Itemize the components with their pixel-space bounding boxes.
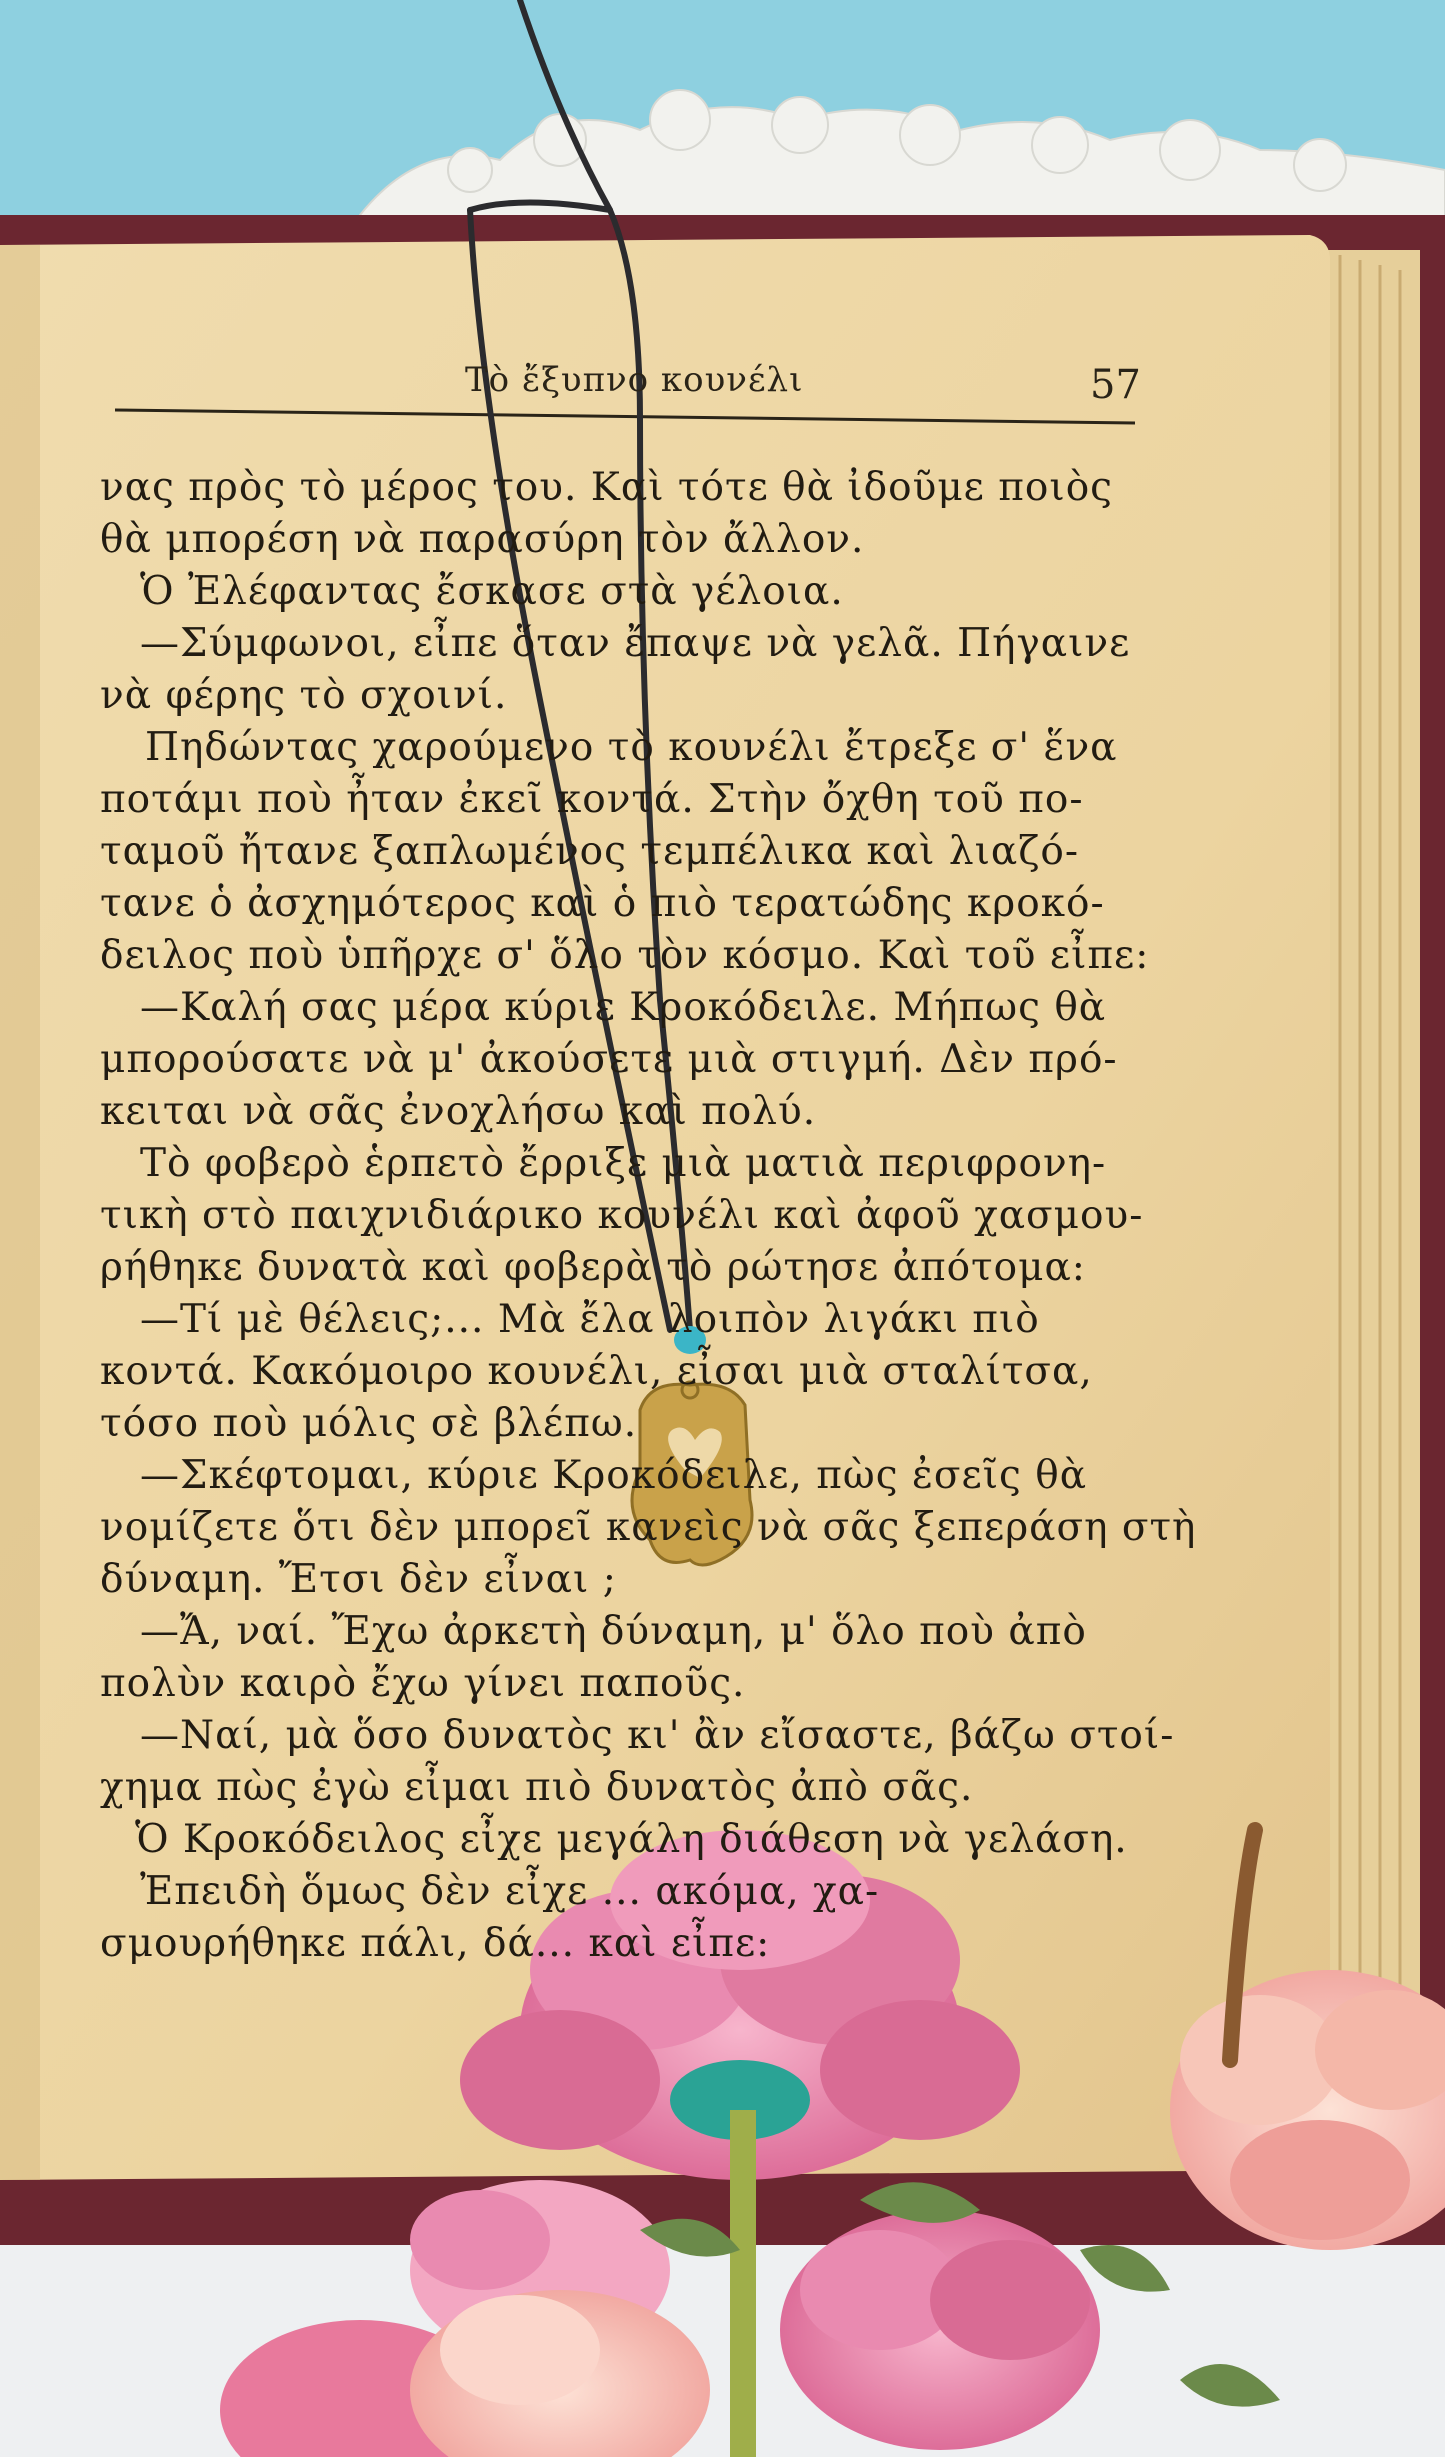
- text-line: δειλος ποὺ ὑπῆρχε σ' ὅλο τὸν κόσμο. Καὶ τοῦ εἶπε:: [100, 933, 1150, 978]
- text-line: δύναμη. Ἔτσι δὲν εἶναι ;: [100, 1557, 617, 1602]
- pink-carnation-bottom: [780, 2210, 1100, 2450]
- text-line: σμουρήθηκε πάλι, δά... καὶ εἶπε:: [100, 1921, 771, 1966]
- text-line: πολὺν καιρὸ ἔχω γίνει παποῦς.: [100, 1661, 746, 1706]
- text-line: —Τί μὲ θέλεις;... Μὰ ἔλα λοιπὸν λιγάκι πιὸ: [140, 1297, 1040, 1342]
- text-line: Ὁ Κροκόδειλος εἶχε μεγάλη διάθεση νὰ γελάση.: [135, 1817, 1128, 1862]
- text-line: Ἐπειδὴ ὅμως δὲν εἶχε ... ακόμα, χα-: [140, 1869, 880, 1914]
- text-line: —Σκέφτομαι, κύριε Κροκόδειλε, πὼς ἐσεῖς θὰ: [140, 1453, 1088, 1498]
- page-number: 57: [1090, 362, 1141, 408]
- text-line: μπορούσατε νὰ μ' ἀκούσετε μιὰ στιγμή. Δὲν πρό-: [100, 1037, 1118, 1082]
- text-line: θὰ μπορέση νὰ παρασύρη τὸν ἄλλον.: [100, 517, 865, 562]
- text-line: ρήθηκε δυνατὰ καὶ φοβερὰ τὸ ρώτησε ἀπότομα:: [100, 1245, 1086, 1290]
- text-line: Ὁ Ἐλέφαντας ἔσκασε στὰ γέλοια.: [140, 569, 844, 614]
- text-line: —Ναί, μὰ ὅσο δυνατὸς κι' ἂν εἴσαστε, βάζω στοί-: [140, 1713, 1175, 1758]
- text-line: νας πρὸς τὸ μέρος του. Καὶ τότε θὰ ἰδοῦμε ποιὸς: [100, 465, 1114, 510]
- text-line: Τὸ φοβερὸ ἑρπετὸ ἔρριξε μιὰ ματιὰ περιφρονη-: [140, 1141, 1107, 1186]
- text-line: Πηδώντας χαρούμενο τὸ κουνέλι ἔτρεξε σ' ἕνα: [145, 725, 1118, 770]
- text-line: —Ἄ, ναί. Ἔχω ἀρκετὴ δύναμη, μ' ὅλο ποὺ ἀπὸ: [140, 1609, 1087, 1654]
- text-line: ταμοῦ ἤτανε ξαπλωμένος τεμπέλικα καὶ λιαζό-: [100, 829, 1079, 874]
- text-line: ποτάμι ποὺ ἦταν ἐκεῖ κοντά. Στὴν ὄχθη τοῦ πο-: [100, 777, 1084, 822]
- running-header-title: Τὸ ἔξυπνο κουνέλι: [465, 360, 804, 400]
- text-line: τόσο ποὺ μόλις σὲ βλέπω.: [100, 1401, 638, 1446]
- text-line: τικὴ στὸ παιχνιδιάρικο κουνέλι καὶ ἀφοῦ χασμου-: [100, 1193, 1144, 1238]
- text-line: νομίζετε ὅτι δὲν μπορεῖ κανεὶς νὰ σᾶς ξεπεράση στὴ: [100, 1505, 1197, 1550]
- text-line: κειται νὰ σᾶς ἐνοχλήσω καὶ πολύ.: [100, 1089, 817, 1134]
- turquoise-bead: [674, 1326, 706, 1354]
- text-line: κοντά. Κακόμοιρο κουνέλι, εἶσαι μιὰ σταλίτσα,: [100, 1349, 1093, 1394]
- text-line: χημα πὼς ἐγὼ εἶμαι πιὸ δυνατὸς ἀπὸ σᾶς.: [100, 1765, 974, 1810]
- hamsa-charm: [632, 1382, 752, 1565]
- text-line: —Καλή σας μέρα κύριε Κροκόδειλε. Μήπως θὰ: [140, 985, 1107, 1030]
- text-line: τανε ὁ ἀσχημότερος καὶ ὁ πιὸ τερατώδης κροκό-: [100, 881, 1105, 926]
- flower-stem: [730, 2110, 756, 2457]
- text-line: —Σύμφωνοι, εἶπε ὅταν ἔπαψε νὰ γελᾶ. Πήγαινε: [140, 621, 1131, 666]
- text-line: νὰ φέρης τὸ σχοινί.: [100, 673, 508, 718]
